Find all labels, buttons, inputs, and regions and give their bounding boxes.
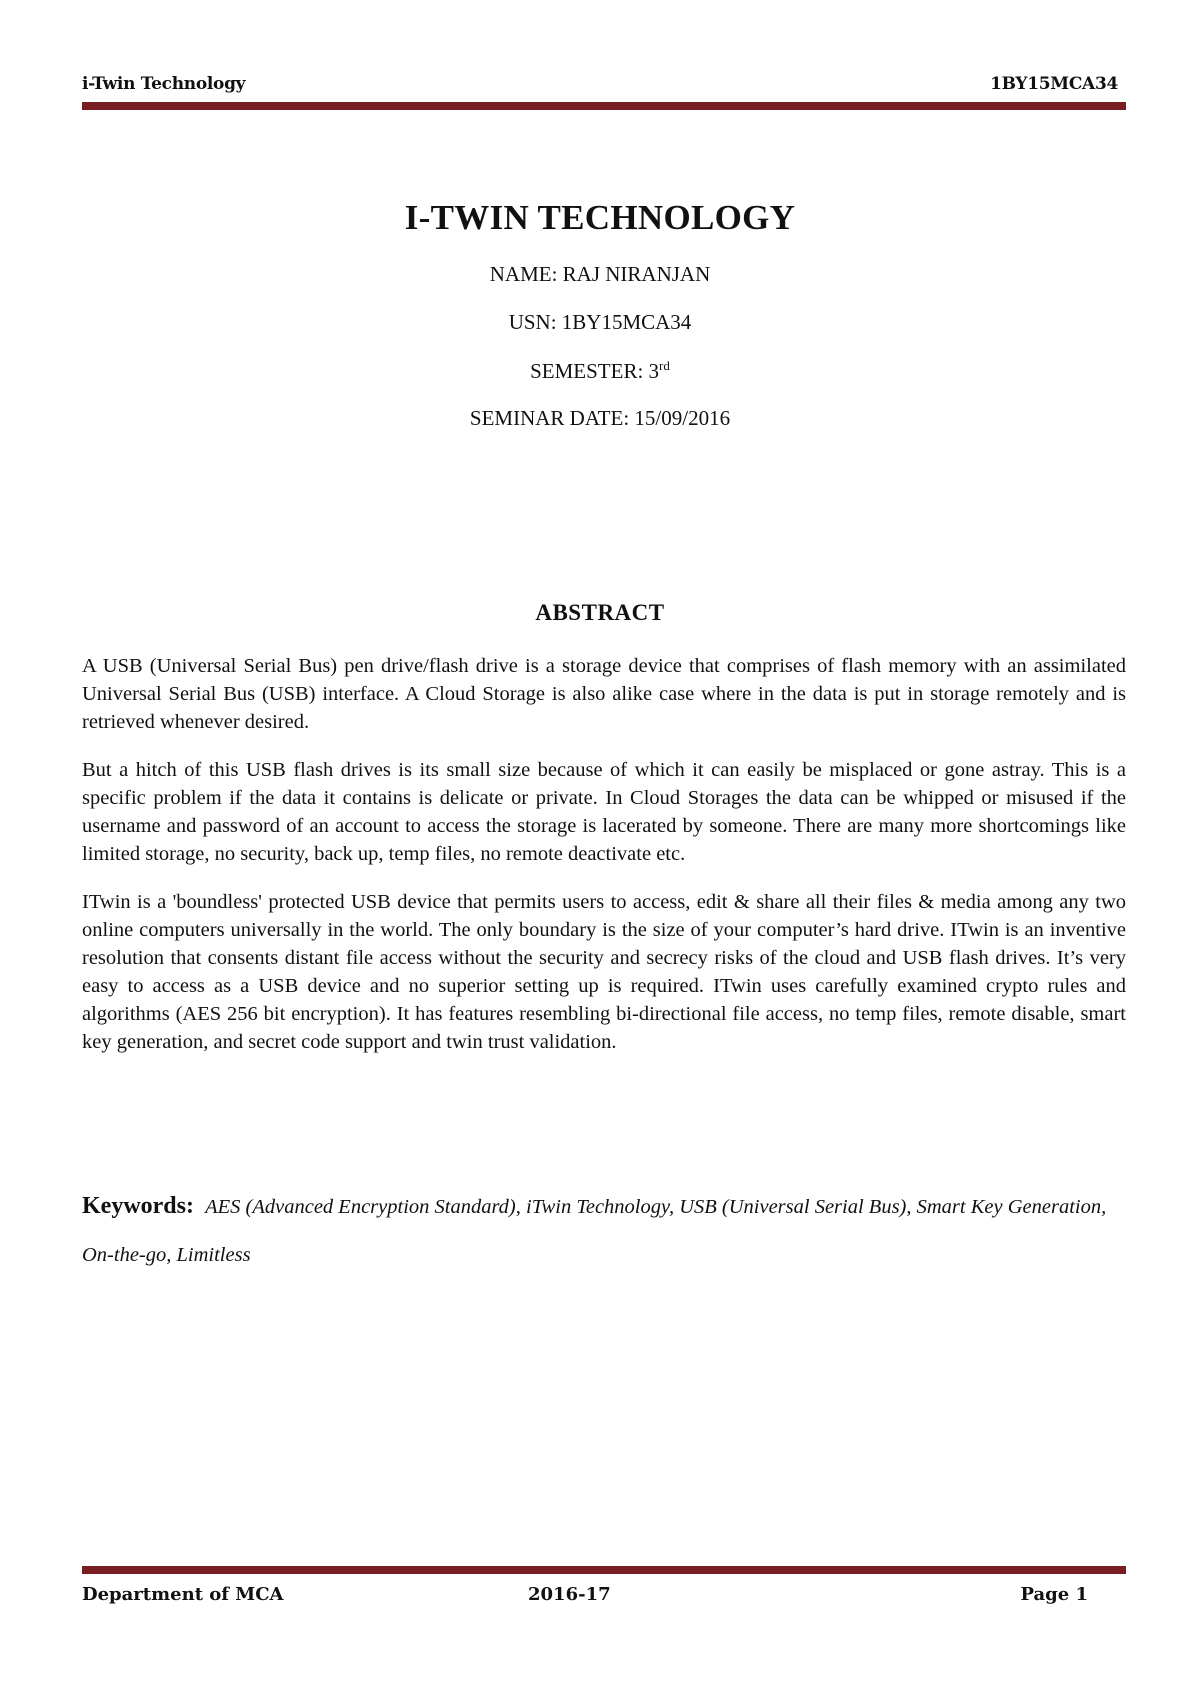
footer-rule bbox=[82, 1566, 1126, 1574]
page-header bbox=[82, 74, 1118, 98]
abstract-paragraph: ITwin is a 'boundless' protected USB device that permits users to access, edit & share all their files & media among any two online computers universally in the world. The only boundary is the size of your computer’s hard drive. ITwin is an inventive resolution that consents distant file access without the security and secrecy risks of the cloud and USB flash drives. It’s very easy to access as a USB device and no superior setting up is required. ITwin uses carefully examined crypto rules and algorithms (AES 256 bit encryption). It has features resembling bi-directional file access, no temp files, remote disable, smart key generation, and secret code support and twin trust validation. bbox=[82, 891, 1126, 1053]
student-usn: USN: 1BY15MCA34 bbox=[508, 310, 692, 334]
abstract-body bbox=[82, 652, 1126, 1076]
header-rule bbox=[82, 102, 1126, 110]
keywords-list: AES (Advanced Encryption Standard), iTwin Technology, USB (Universal Serial Bus), Smart Key Generation, On-the-go, Limitless bbox=[82, 1196, 1107, 1266]
footer-year: 2016-17 bbox=[528, 1584, 611, 1605]
keywords-label: Keywords: bbox=[82, 1193, 194, 1219]
seminar-date: SEMINAR DATE: 15/09/2016 bbox=[469, 406, 731, 430]
semester bbox=[0, 358, 1200, 384]
document-title: I-TWIN TECHNOLOGY bbox=[404, 198, 796, 237]
header-usn: 1BY15MCA34 bbox=[990, 74, 1118, 94]
page-footer bbox=[82, 1584, 1118, 1610]
abstract-heading: ABSTRACT bbox=[535, 600, 665, 625]
semester-text: SEMESTER: 3 bbox=[530, 359, 660, 383]
student-name: NAME: RAJ NIRANJAN bbox=[489, 262, 711, 286]
keywords-section bbox=[82, 1182, 1126, 1279]
page-number: Page 1 bbox=[1020, 1584, 1088, 1605]
abstract-paragraph: A USB (Universal Serial Bus) pen drive/flash drive is a storage device that comprises of flash memory with an assimilated Universal Serial Bus (USB) interface. A Cloud Storage is also alike case where in the data is put in storage remotely and is retrieved whenever desired. bbox=[82, 655, 1126, 733]
abstract-paragraph: But a hitch of this USB flash drives is its small size because of which it can easily be misplaced or gone astray. This is a specific problem if the data it contains is delicate or private. In Cloud Storages the data can be whipped or misused if the username and password of an account to access the storage is lacerated by someone. There are many more shortcomings like limited storage, no security, back up, temp files, no remote deactivate etc. bbox=[82, 759, 1126, 865]
footer-department: Department of MCA bbox=[82, 1584, 284, 1605]
header-title: i-Twin Technology bbox=[82, 74, 246, 94]
semester-ordinal: rd bbox=[659, 358, 670, 373]
